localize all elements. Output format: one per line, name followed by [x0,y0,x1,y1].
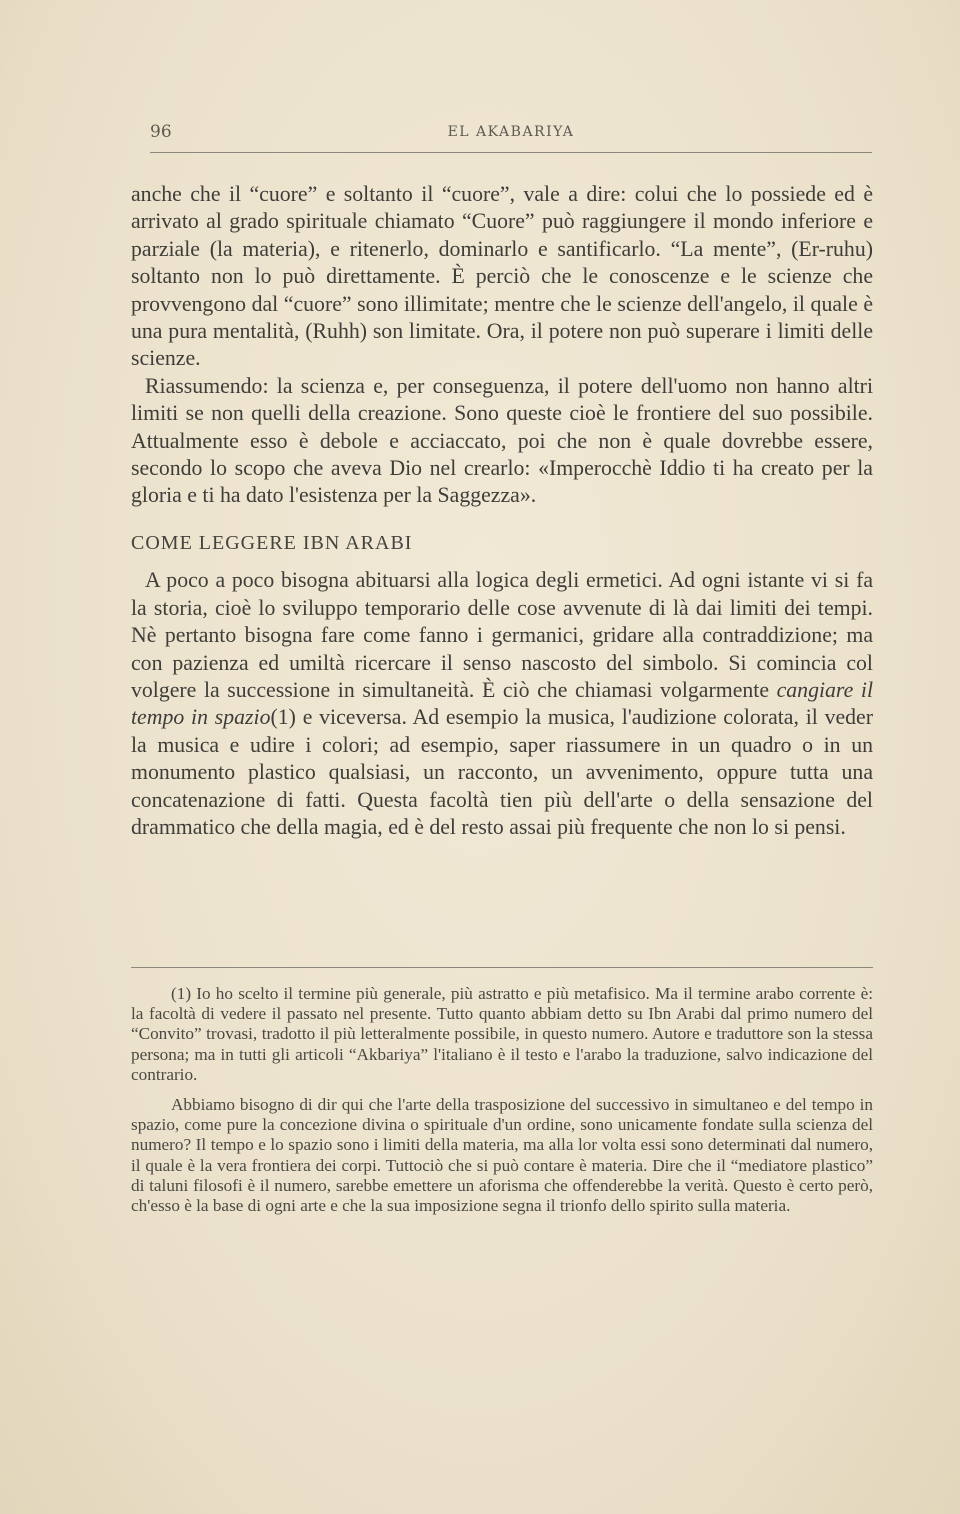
paragraph: anche che il “cuore” e soltanto il “cuore”, vale a dire: colui che lo possiede ed è arrivato al grado spirituale chiamato “Cuore” può raggiungere il mondo inferiore e parziale (la materia), e ritenerlo, dominarlo e santificarlo. “La mente”, (Er-ruhu) soltanto non lo può direttamente. È perciò che le conoscenze e le scienze che provvengono dal “cuore” sono illimitate; mentre che le scienze dell'angelo, il quale è una pura mentalità, (Ruhh) son limitate. Ora, il potere non può superare i limiti delle scienze. [131,182,873,371]
header-rule [150,152,872,153]
footnotes [131,984,873,1216]
page-number: 96 [150,122,172,142]
paragraph [131,567,873,841]
page-header [150,122,872,148]
footnote: Abbiamo bisogno di dir qui che l'arte della trasposizione del successivo in simultaneo e del tempo in spazio, come pure la concezione divina o spirituale d'un ordine, sono unicamente fondate sulla scienza del numero? Il tempo e lo spazio sono i limiti della materia, ma alla lor volta essi sono determinati dal numero, il quale è la vera frontiera dei corpi. Tuttociò che si può contare è materia. Dire che il “mediatore plastico” di taluni filosofi è il numero, sarebbe emettere un aforisma che offenderebbe la verità. Questo è certo però, ch'esso è la base di ogni arte e che la sua imposizione segna il trionfo dello spirito sulla materia. [131,1095,873,1216]
paragraph-text: (1) e viceversa. Ad esempio la musica, l'audizione colorata, il veder la musica e udire i colori; ad esempio, saper riassumere in un quadro o in un monumento plastico qualsiasi, un racconto, un avvenimento, oppure tutta una concatenazione di fatti. Questa facoltà tien più dell'arte o della sensazione del drammatico che della magia, ed è del resto assai più frequente che non lo si pensi. [131,705,873,839]
footnote: (1) Io ho scelto il termine più generale, più astratto e più metafisico. Ma il termine arabo corrente è: la facoltà di vedere il passato nel presente. Tutto quanto abbiam detto su Ibn Arabi dal primo numero del “Convito” trovasi, tradotto il più letteralmente possibile, in questo numero. Autore e traduttore son la stessa persona; ma in tutti gli articoli “Akbariya” l'italiano è il testo e l'arabo la traduzione, salvo indicazione del contrario. [131,984,873,1084]
paragraph: Riassumendo: la scienza e, per conseguenza, il potere dell'uomo non hanno altri limiti se non quelli della creazione. Sono queste cioè le frontiere del suo possibile. Attualmente esso è debole e acciaccato, poi che non è quale dovrebbe essere, secondo lo scopo che aveva Dio nel crearlo: «Imperocchè Iddio ti ha creato per la gloria e ti ha dato l'esistenza per la Saggezza». [131,373,873,508]
running-title: EL AKABARIYA [447,124,575,140]
paragraph-text: A poco a poco bisogna abituarsi alla logica degli ermetici. Ad ogni istante vi si fa la storia, cioè lo sviluppo temporario delle cose avvenute di là dai limiti dei tempi. Nè pertanto bisogna fare come fanno i germanici, gridare alla contraddizione; ma con pazienza ed umiltà ricercare il senso nascosto del simbolo. Si comincia col volgere la successione in simultaneità. È ciò che chiamasi volgarmente [131,568,873,702]
italic-phrase: cangiare il tempo in spazio [131,677,874,730]
main-text [131,181,873,841]
footnote-rule [131,967,873,968]
section-title: COME LEGGERE IBN ARABI [131,531,413,554]
